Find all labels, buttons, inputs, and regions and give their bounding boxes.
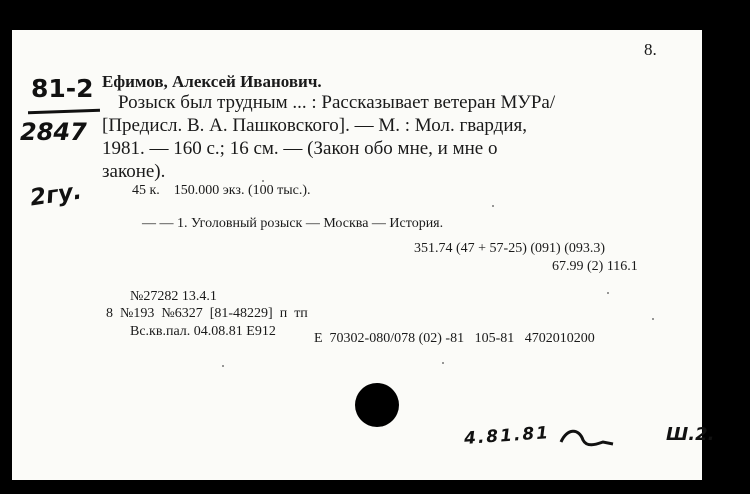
call-number-divider <box>28 109 100 115</box>
handwritten-class-number: 81-2 <box>31 74 94 103</box>
card-punch-hole <box>355 383 399 427</box>
page-number: 8. <box>644 40 657 59</box>
catalog-card <box>12 30 715 480</box>
handwritten-accession-number: 2847 <box>20 118 87 146</box>
title-line: [Предисл. В. А. Пашковского]. — М. : Мол. гвардия, <box>102 115 527 136</box>
author-heading: Ефимов, Алексей Иванович. <box>102 72 322 91</box>
dust-speck <box>652 318 654 320</box>
price-circulation: 45 к. 150.000 экз. (100 тыс.). <box>132 183 311 198</box>
subject-heading: — — 1. Уголовный розыск — Москва — История. <box>142 216 444 231</box>
handwritten-margin-note: 2гу. <box>28 178 84 212</box>
dust-speck <box>607 292 609 294</box>
dust-speck <box>442 362 444 364</box>
handwritten-scribble-mark <box>557 426 617 452</box>
classification-code: 67.99 (2) 116.1 <box>552 259 638 274</box>
classification-code: 351.74 (47 + 57-25) (091) (093.3) <box>414 241 606 256</box>
record-line: №27282 13.4.1 <box>130 289 217 304</box>
title-line: 1981. — 160 с.; 16 см. — (Закон обо мне, и мне о <box>102 138 498 159</box>
catalog-code: Е 70302-080/078 (02) -81 105-81 4702010200 <box>314 331 595 346</box>
title-line: законе). <box>102 161 166 182</box>
title-line: Розыск был трудным ... : Рассказывает ветеран МУРа/ <box>118 92 556 113</box>
record-line: 8 №193 №6327 [81-48229] п тп <box>106 306 308 321</box>
handwritten-bottom-note: 4.81.81 <box>463 423 551 449</box>
dust-speck <box>222 365 224 367</box>
dust-speck <box>492 205 494 207</box>
record-line: Вс.кв.пал. 04.08.81 Е912 <box>130 324 276 339</box>
dust-speck <box>262 180 264 182</box>
handwritten-bottom-right: Ш.2. <box>666 424 715 445</box>
